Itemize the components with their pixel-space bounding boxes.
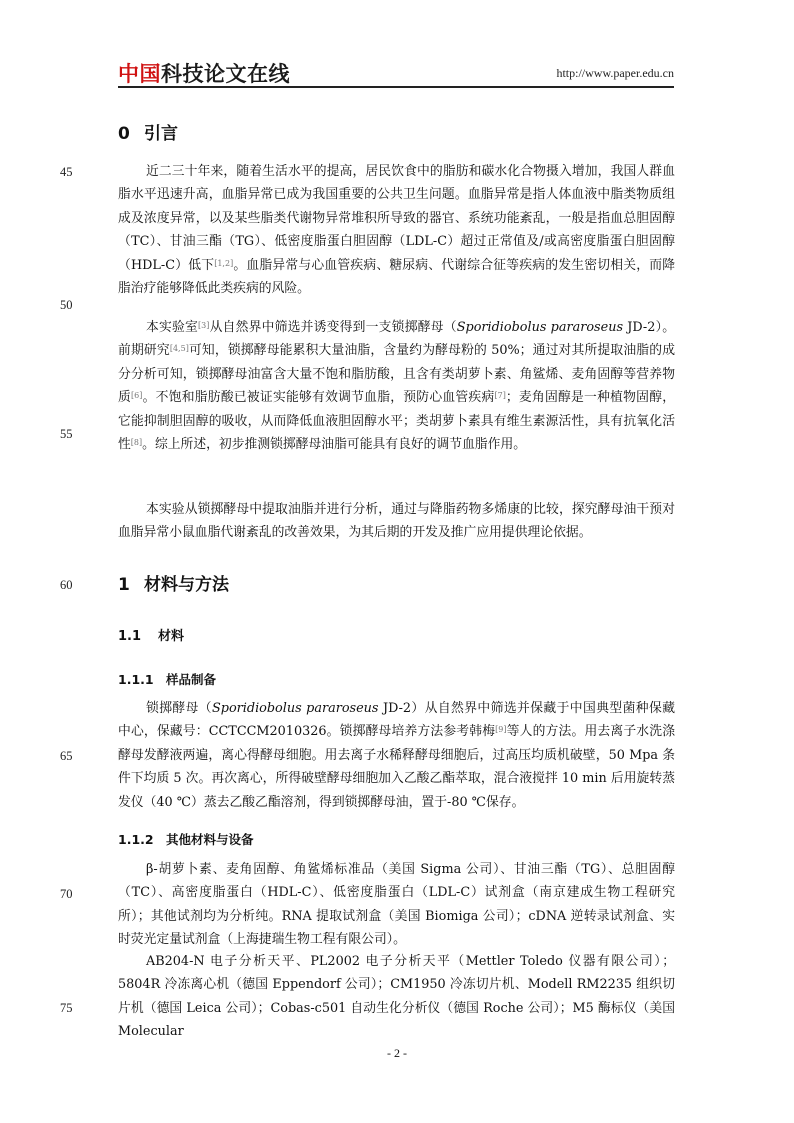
paragraph-sample bbox=[118, 697, 675, 814]
journal-logo bbox=[118, 58, 290, 88]
paragraph-other-materials bbox=[118, 858, 675, 952]
page-number: - 2 - bbox=[387, 1046, 407, 1060]
section-number: 1.1 bbox=[118, 629, 142, 644]
citation: [7] bbox=[494, 391, 506, 401]
citation: [4,5] bbox=[169, 344, 189, 354]
citation: [9] bbox=[495, 725, 507, 735]
citation: [8] bbox=[130, 438, 143, 448]
section-title: 材料与方法 bbox=[144, 575, 229, 595]
text-run: 本实验从锁掷酵母中提取油脂并进行分析，通过与降脂药物多烯康的比较，探究酵母油干预对血脂异常小鼠血脂代谢紊乱的改善效果，为其后期的开发及推广应用提供理论依据。 bbox=[118, 502, 675, 541]
subsubsection-heading-sample bbox=[118, 670, 216, 688]
line-number: 55 bbox=[60, 427, 73, 441]
header-url: http://www.paper.edu.cn bbox=[556, 66, 674, 80]
header-rule bbox=[118, 86, 674, 88]
citation: [1,2] bbox=[214, 258, 234, 268]
text-run: 本实验室 bbox=[146, 320, 199, 335]
section-number: 1.1.2 bbox=[118, 832, 154, 847]
section-title: 引言 bbox=[144, 124, 178, 144]
section-number: 1.1.1 bbox=[118, 672, 154, 687]
section-heading-methods bbox=[118, 570, 229, 595]
line-number: 60 bbox=[60, 578, 73, 592]
section-title: 样品制备 bbox=[166, 672, 217, 687]
text-run: β-胡萝卜素、麦角固醇、角鲨烯标准品（美国 Sigma 公司）、甘油三酯（TG）、总胆固醇（TC）、高密度脂蛋白（HDL-C）、低密度脂蛋白（LDL-C）试剂盒（南京建成生物工程研究所）；其他试剂均为分析纯。RNA 提取试剂盒（美国 Biomiga 公司）；cDNA 逆转录试剂盒、实时荧光定量试剂盒（上海捷瑞生物工程有限公司）。 bbox=[118, 862, 675, 948]
text-run: JD-2）。前期研究 bbox=[118, 320, 676, 359]
section-number: 1 bbox=[118, 575, 130, 595]
paragraph-intro-1 bbox=[118, 160, 675, 300]
text-run: 。血脂异常与心血管疾病、糖尿病、代谢综合征等疾病的发生密切相关，而降脂治疗能够降低此类疾病的风险。 bbox=[118, 257, 675, 297]
citation: [3] bbox=[198, 321, 210, 330]
text-run: 锁掷酵母（ bbox=[146, 701, 212, 716]
line-number: 45 bbox=[60, 165, 73, 179]
section-heading-intro bbox=[118, 119, 178, 144]
section-number: 0 bbox=[118, 124, 130, 144]
logo-black-text: 科技论文在线 bbox=[161, 62, 290, 86]
text-run: 。不饱和脂肪酸已被证实能够有效调节血脂，预防心血管疾病 bbox=[142, 390, 495, 406]
species-name: Sporidiobolus pararoseus bbox=[212, 701, 379, 716]
text-run: 等人的方法。用去离子水洗涤酵母发酵液两遍，离心得酵母细胞。用去离子水稀释酵母细胞后，过高压均质机破壁，50 Mpa 条件下均质 5 次。再次离心，所得破壁酵母细胞加入乙酸乙酯萃取，混合液搅拌 10 min 后用旋转蒸发仪（40 ℃）蒸去乙酸乙酯溶剂，得到锁掷酵母油，置于-80 ℃保存。 bbox=[118, 724, 676, 810]
subsubsection-heading-other bbox=[118, 830, 254, 848]
section-title: 材料 bbox=[158, 629, 185, 644]
text-run: 从自然界中筛选并诱变得到一支锁掷酵母（ bbox=[209, 320, 457, 335]
page-header bbox=[118, 56, 674, 86]
text-run: JD-2）从自然界中筛选并保藏于中国典型菌种保藏中心，保藏号：CCTCCM2010326。锁掷酵母培养方法参考韩梅 bbox=[118, 701, 675, 740]
text-run: 可知，锁掷酵母能累积大量油脂，含量约为酵母粉的 50%；通过对其所提取油脂的成分分析可知，锁掷酵母油富含大量不饱和脂肪酸，且含有类胡萝卜素、角鲨烯、麦角固醇等营养物质 bbox=[118, 343, 676, 406]
logo-red-text: 中国 bbox=[118, 62, 161, 86]
paragraph-intro-3 bbox=[118, 498, 675, 545]
line-number: 50 bbox=[60, 298, 73, 312]
paragraph-equipment bbox=[118, 950, 675, 1044]
paragraph-intro-2 bbox=[118, 316, 675, 456]
line-number: 75 bbox=[60, 1001, 73, 1015]
species-name: Sporidiobolus pararoseus bbox=[456, 320, 624, 335]
citation: [6] bbox=[131, 391, 143, 401]
text-run: 近二三十年来，随着生活水平的提高，居民饮食中的脂肪和碳水化合物摄入增加，我国人群血脂水平迅速升高，血脂异常已成为我国重要的公共卫生问题。血脂异常是指人体血液中脂类物质组成及浓度异常，以及某些脂类代谢物异常堆积所导致的器官、系统功能紊乱，一般是指血总胆固醇（TC）、甘油三酯（TG）、低密度脂蛋白胆固醇（LDL-C）超过正常值及/或高密度脂蛋白胆固醇（HDL-C）低下 bbox=[118, 164, 675, 273]
text-run: AB204-N 电子分析天平、PL2002 电子分析天平（Mettler Toledo 仪器有限公司）；5804R 冷冻离心机（德国 Eppendorf 公司）；CM1950 冷冻切片机、Modell RM2235 组织切片机（德国 Leica 公司）；Cobas-c501 自动生化分析仪（德国 Roche 公司）；M5 酶标仪（美国 Molecular bbox=[118, 954, 675, 1040]
subsection-heading-materials bbox=[118, 625, 184, 644]
line-number: 65 bbox=[60, 749, 73, 763]
section-title: 其他材料与设备 bbox=[166, 832, 254, 847]
text-run: ；麦角固醇是一种植物固醇，它能抑制胆固醇的吸收，从而降低血液胆固醇水平；类胡萝卜素具有维生素源活性，具有抗氧化活性 bbox=[118, 390, 676, 453]
text-run: 。综上所述，初步推测锁掷酵母油脂可能具有良好的调节血脂作用。 bbox=[142, 437, 527, 453]
line-number: 70 bbox=[60, 887, 73, 901]
